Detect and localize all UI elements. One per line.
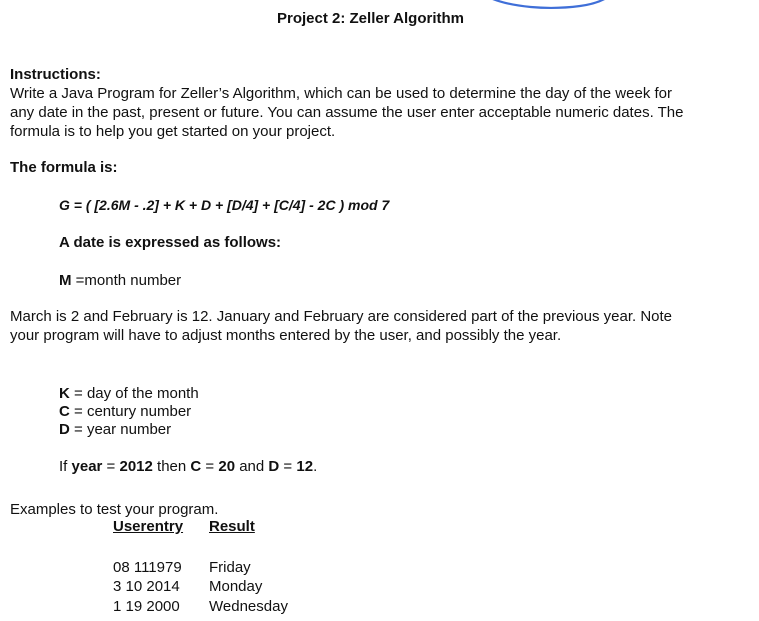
c-label: C <box>59 403 70 420</box>
table-row-1-result: Friday <box>209 559 251 576</box>
d-text: = year number <box>69 421 172 438</box>
month-note-line-1: March is 2 and February is 12. January and February are considered part of the previous year. Note <box>10 308 673 325</box>
example-rule: If year = 2012 then C = 20 and D = 12. <box>59 458 318 475</box>
instructions-heading: Instructions: <box>10 66 101 83</box>
table-header-result: Result <box>209 518 255 535</box>
zeller-formula: G = ( [2.6M - .2] + K + D + [D/4] + [C/4] - 2C ) mod 7 <box>59 197 390 213</box>
table-header-userentry: Userentry <box>113 518 184 535</box>
c-definition <box>59 402 191 421</box>
table-row-3-entry: 1 19 2000 <box>113 598 180 615</box>
date-expressed-heading: A date is expressed as follows: <box>59 234 282 251</box>
m-text: =month number <box>71 272 182 289</box>
page-title: Project 2: Zeller Algorithm <box>277 10 464 27</box>
k-definition <box>59 384 199 403</box>
examples-heading: Examples to test your program. <box>10 501 219 518</box>
table-row-2-entry: 3 10 2014 <box>113 578 180 595</box>
instructions-line-3: formula is to help you get started on your project. <box>10 123 336 140</box>
k-text: = day of the month <box>69 385 199 402</box>
formula-heading: The formula is: <box>10 159 118 176</box>
d-definition <box>59 420 171 439</box>
pen-scribble-mark <box>480 0 620 18</box>
instructions-line-2: any date in the past, present or future. You can assume the user enter acceptable numeric dates. The <box>10 104 684 121</box>
d-label: D <box>59 421 70 438</box>
m-label: M <box>59 272 72 289</box>
m-definition <box>59 271 181 290</box>
c-text: = century number <box>69 403 192 420</box>
table-row-3-result: Wednesday <box>209 598 288 615</box>
month-note-line-2: your program will have to adjust months entered by the user, and possibly the year. <box>10 327 562 344</box>
k-label: K <box>59 385 70 402</box>
instructions-line-1: Write a Java Program for Zeller’s Algorithm, which can be used to determine the day of the week for <box>10 85 672 102</box>
table-row-2-result: Monday <box>209 578 263 595</box>
table-row-1-entry: 08 111979 <box>113 559 182 576</box>
